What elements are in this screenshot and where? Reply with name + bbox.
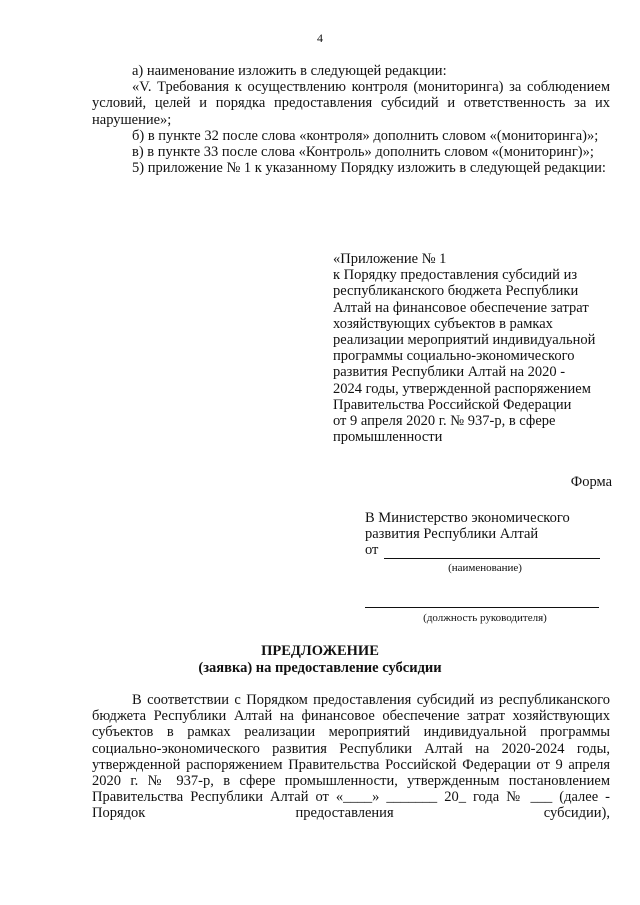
amendment-item: б) в пункте 32 после слова «контроля» дополнить словом «(мониторинга)»; [132, 127, 599, 144]
from-label: от [365, 542, 379, 559]
appendix-line: к Порядку предоставления субсидий из [333, 267, 578, 284]
page-number: 4 [317, 31, 323, 45]
head-caption: (должность руководителя) [423, 612, 547, 624]
name-blank-line [384, 544, 600, 559]
appendix-line: от 9 апреля 2020 г. № 937-р, в сфере [333, 413, 556, 430]
document-title [0, 643, 640, 677]
title-sub: (заявка) на предоставление субсидии [198, 660, 442, 676]
main-paragraph: В соответствии с Порядком предоставления субсидий из республиканского бюджета Республики Алтай на финансовое обеспечение затрат хозяйствующих субъектов в рамках реализации мероприятий индивидуальной программы социально-экономического развития Республики Алтай на 2020-2024 годы, утвержденной распоряжением Правительства Российской Федерации от 9 апреля 2020 г. № 937-р, в сфере промышленности, утвержденным постановлением Правительства Республики Алтай от «____» _______ 20_ года № ___ (далее - Порядок предоставления субсидии), [92, 692, 610, 822]
amendment-item: 5) приложение № 1 к указанному Порядку изложить в следующей редакции: [132, 160, 606, 177]
appendix-reference [333, 251, 603, 445]
title-main: ПРЕДЛОЖЕНИЕ [261, 643, 379, 659]
form-label: Форма [570, 474, 612, 490]
appendix-line: реализации мероприятий индивидуальной [333, 332, 596, 349]
appendix-line: программы социально-экономического [333, 348, 575, 365]
appendix-line: республиканского бюджета Республики [333, 283, 579, 300]
appendix-line: промышленности [333, 429, 443, 446]
from-row [365, 542, 615, 558]
amendments-block [92, 63, 610, 176]
amendment-item: «V. Требования к осуществлению контроля (мониторинга) за соблюдением условий, целей и порядка предоставления субсидий и ответственность за их нарушение»; [92, 79, 610, 128]
appendix-line: развития Республики Алтай на 2020 - [333, 364, 566, 381]
appendix-line: Правительства Российской Федерации [333, 396, 572, 413]
appendix-line: Алтай на финансовое обеспечение затрат [333, 299, 589, 316]
amendment-item: в) в пункте 33 после слова «Контроль» дополнить словом «(мониторинг)»; [132, 144, 594, 161]
addressee-line: развития Республики Алтай [365, 526, 539, 543]
name-caption: (наименование) [448, 562, 522, 574]
appendix-line: 2024 годы, утвержденной распоряжением [333, 380, 591, 397]
appendix-line: «Приложение № 1 [333, 251, 447, 267]
appendix-line: хозяйствующих субъектов в рамках [333, 315, 553, 332]
addressee-line: В Министерство экономического [365, 510, 570, 526]
amendment-item: а) наименование изложить в следующей редакции: [132, 63, 447, 79]
addressee-block [365, 510, 615, 559]
head-blank-line [365, 607, 599, 608]
main-paragraph-block [92, 692, 610, 822]
